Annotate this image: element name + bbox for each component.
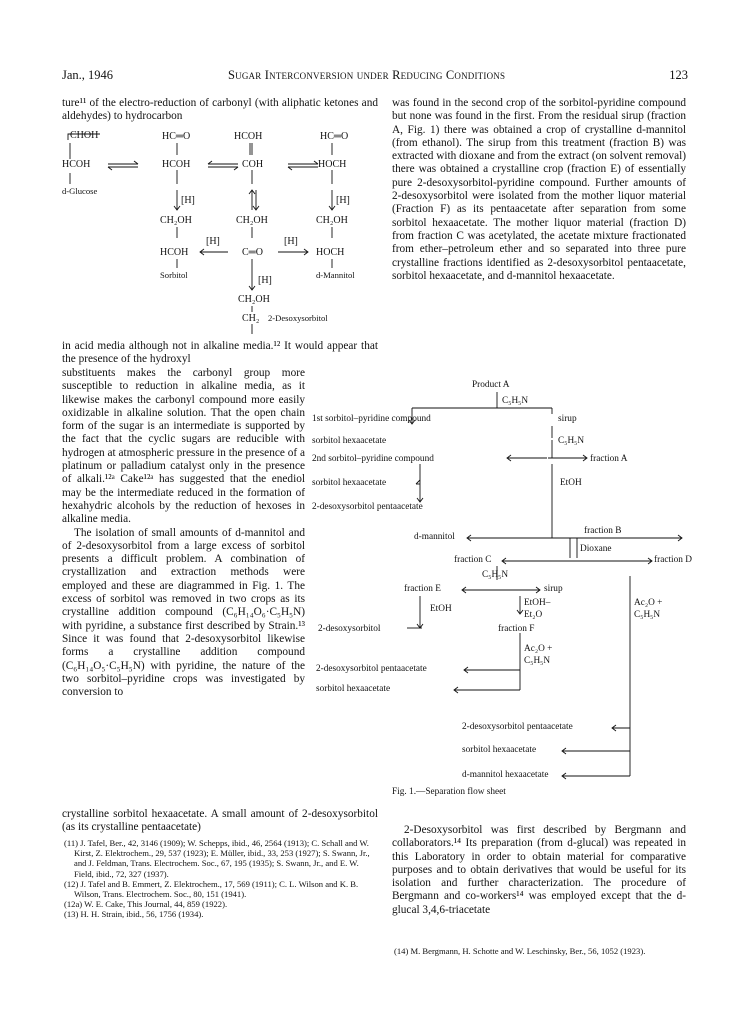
footnote: (14) M. Bergmann, H. Schotte and W. Leschinsky, Ber., 56, 1052 (1923). [394,946,646,956]
chem-label: CH₂ [242,313,260,324]
left-col-top-text [62,97,378,124]
paragraph: crystalline sorbitol hexaacetate. A small amount of 2-desoxysorbitol (as its crystalline pentaacetate) [62,808,378,834]
flow-label: 2nd sorbitol–pyridine compound [312,454,434,464]
chem-label: HC═O [320,131,349,142]
flow-label: Et₂O [524,610,543,620]
flow-label: sorbitol hexaacetate [316,684,391,694]
flow-label: EtOH– [524,598,551,608]
chem-label: [H] [336,195,350,206]
footnote: (11) J. Tafel, Ber., 42, 3146 (1909); W. Schepps, ibid., 46, 2564 (1913); C. Schall and W. Kirst, Z. Elektrochem., 29, 537 (1923); E. Müller, ibid., 33, 253 (1927); S. Swann, Jr., and J. Feldman, Trans. Electrochem. Soc., 67, 195 (1935); S. Swann, Jr., and E. W. Field, ibid., 72, 327 (1937). [64,838,370,879]
chem-label: [H] [258,275,272,286]
chem-label: d-Mannitol [316,270,355,280]
chem-label: COH [242,159,264,170]
paragraph: substituents makes the carbonyl group more susceptible to reduction in alkaline media, as it likewise makes the carbonyl compound more easily oxidizable in alkaline solution. That the open chain form of the sugar is an intermediate is supported by the fact that the cyclic sugars are reducible with hydrogen at atmospheric pressure in the presence of a platinum or palladium catalyst only in the presence of alkali.¹²ᵃ Cake¹²ᵃ has suggested that the enediol may be the intermediate reduced in the formation of hexahydric alcohols by the reduction of hexoses in alkaline media. [62,367,305,526]
figure-caption: Fig. 1.—Separation flow sheet [392,787,506,797]
left-col-narrow-text [62,367,305,699]
flow-label: fraction D [654,555,692,565]
flow-label: sorbitol hexaacetate [462,745,537,755]
paragraph: was found in the second crop of the sorbitol-pyridine compound but none was found in the first. From the residual sirup (fraction A, Fig. 1) there was obtained a crop of crystalline d-mannitol (from ethanol). The sirup from this treatment (fraction B) was extracted with dioxane and from the extract (on solvent removal) there was obtained a crystalline crop (fraction E) of essentially pure 2-desoxysorbitol-pyridine compound. Further amounts of 2-desoxysorbitol were isolated from the mother liquor material (Fraction F) as its pentaacetate after separation from some sorbitol hexaacetate. The mother liquor material (fraction D) from fraction C was acetylated, the acetate mixture fractionated from ether–petroleum ether and so separated into three pure crystalline fractions identified as 2-desoxysorbitol pentaacetate, sorbitol hexaacetate, and d-mannitol hexaacetate. [392,97,686,282]
chem-label: HCOH [160,247,189,258]
chem-label: CHOH [70,130,99,141]
flow-label: sorbitol hexaacetate [312,478,387,488]
chem-label: CH₂OH [236,215,268,226]
flow-label: fraction E [404,584,441,594]
flow-label: C₅H₅N [634,610,661,620]
footnote: (12) J. Tafel and B. Emmert, Z. Elektrochem., 17, 569 (1911); C. L. Wilson and K. B. Wilson, Trans. Electrochem. Soc., 80, 151 (1941). [64,878,359,900]
flow-label: fraction F [498,624,535,634]
flow-label: fraction C [454,555,492,565]
flow-label: C₅H₅N [502,396,529,406]
right-col-top-text [392,97,686,283]
running-header-title: Sugar Interconversion under Reducing Conditions [228,68,506,82]
chem-label: HOCH [318,159,347,170]
paragraph: 2-Desoxysorbitol was first described by Bergmann and collaborators.¹⁴ Its preparation (from d-glucal) was repeated in this Laboratory in order to obtain material for comparative purposes and to obtain derivatives that would be useful for its isolation and further characterization. The procedure of Bergmann and co-workers¹⁴ was employed except that the d-glucal 3,4,6-triacetate [392,824,686,916]
reaction-scheme [62,128,380,336]
paragraph: in acid media although not in alkaline media.¹² It would appear that the presence of the hydroxyl [62,340,378,366]
paragraph: ture¹¹ of the electro-reduction of carbonyl (with aliphatic ketones and aldehydes) to hydrocarbon [62,97,378,123]
chem-label: [H] [284,236,298,247]
flow-label: C₅H₅N [524,656,551,666]
chem-label: HCOH [162,159,191,170]
flow-label: d-mannitol hexaacetate [462,770,549,780]
chem-label: [H] [206,236,220,247]
flow-label: 2-desoxysorbitol [318,624,381,634]
flow-label: EtOH [560,478,582,488]
chem-label: [H] [181,195,195,206]
flow-label: Product A [472,380,510,390]
flow-label: sorbitol hexaacetate [312,436,387,446]
paragraph: The isolation of small amounts of d-mannitol and of 2-desoxysorbitol from a large excess of sorbitol presents a difficult problem. A combination of crystallization and extraction methods were employed and these are diagrammed in Fig. 1. The excess of sorbitol was removed in two crops as its crystalline addition compound (C₆H₁₄O₆·C₅H₅N) with pyridine, a substance first described by Strain.¹³ Since it was found that 2-desoxysorbitol likewise forms a crystalline addition compound (C₆H₁₄O₅·C₅H₅N) with pyridine, the nature of the two sorbitol–pyridine crops was investigated by conversion to [62,526,305,699]
flow-label: C₅H₅N [482,570,509,580]
flow-label: sirup [558,414,577,424]
footnote: (12a) W. E. Cake, This Journal, 44, 859 (1922). [64,899,228,910]
footnote: (13) H. H. Strain, ibid., 56, 1756 (1934). [64,909,204,920]
flow-label: fraction B [584,526,622,536]
flow-label: fraction A [590,454,628,464]
chem-label: HCOH [62,159,91,170]
right-col-bottom-text [392,824,686,917]
flow-label: Dioxane [580,544,612,554]
separation-flowsheet [312,378,690,798]
chem-label: CH₂OH [316,215,348,226]
chem-label: CH₂OH [238,294,270,305]
page-number: 123 [669,68,688,82]
flow-label: Ac₂O + [524,644,553,654]
footnotes-right [392,946,686,956]
chem-label: CH₂OH [160,215,192,226]
flow-label: d-mannitol [414,532,455,542]
chem-label: HOCH [316,247,345,258]
flow-label: EtOH [430,604,452,614]
flow-label: 2-desoxysorbitol pentaacetate [316,664,427,674]
flow-label: 1st sorbitol–pyridine compound [312,414,431,424]
chem-label: Sorbitol [160,270,188,280]
left-col-bottom-text [62,808,378,835]
flow-label: 2-desoxysorbitol pentaacetate [462,722,573,732]
chem-label: C═O [242,247,263,258]
flow-label: C₅H₅N [558,436,585,446]
chem-label: 2-Desoxysorbitol [268,313,328,323]
footnotes-left [62,838,378,920]
left-col-mid-text [62,340,378,367]
running-header-date: Jan., 1946 [62,68,114,82]
flow-label: sirup [544,584,563,594]
flow-label: 2-desoxysorbitol pentaacetate [312,502,423,512]
chem-label: HCOH [234,131,263,142]
chem-label: d-Glucose [62,186,98,196]
chem-label: HC═O [162,131,191,142]
flow-label: Ac₂O + [634,598,663,608]
